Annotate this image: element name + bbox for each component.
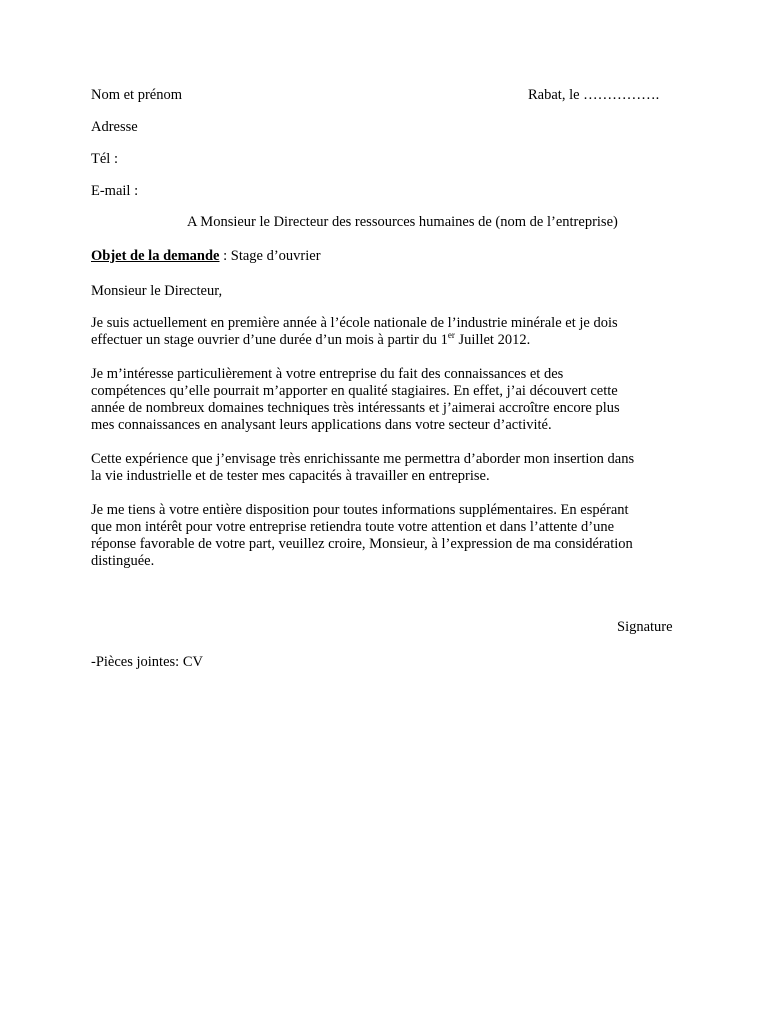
superscript-er: er — [447, 330, 455, 341]
signature-label: Signature — [617, 619, 673, 635]
paragraph-text: effectuer un stage ouvrier d’une durée d’un mois à partir du 1 — [91, 332, 448, 348]
paragraph-line: mes connaissances en analysant leurs applications dans votre secteur d’activité. — [91, 417, 552, 433]
paragraph-line: Je suis actuellement en première année à l’école nationale de l’industrie minérale et je dois — [91, 315, 618, 331]
place-date: Rabat, le ……………. — [528, 87, 660, 103]
paragraph-1 — [91, 315, 681, 349]
paragraph-line: compétences qu’elle pourrait m’apporter en qualité stagiaires. En effet, j’ai découvert cette — [91, 383, 618, 399]
paragraph-4 — [91, 502, 681, 570]
paragraph-line: distinguée. — [91, 553, 155, 569]
paragraph-line: Cette expérience que j’envisage très enrichissante me permettra d’aborder mon insertion dans — [91, 451, 635, 467]
address-label: Adresse — [91, 119, 138, 135]
paragraph-line: réponse favorable de votre part, veuillez croire, Monsieur, à l’expression de ma considération — [91, 536, 633, 552]
subject-value: Stage d’ouvrier — [230, 248, 321, 264]
subject-label: Objet de la demande — [91, 248, 220, 264]
attachments: -Pièces jointes: CV — [91, 654, 203, 670]
paragraph-line: Je m’intéresse particulièrement à votre entreprise du fait des connaissances et des — [91, 366, 564, 382]
subject-line — [91, 248, 321, 265]
recipient: A Monsieur le Directeur des ressources humaines de (nom de l’entreprise) — [187, 214, 618, 230]
salutation: Monsieur le Directeur, — [91, 283, 223, 299]
paragraph-line: année de nombreux domaines techniques très intéressants et j’aimerai accroître encore plus — [91, 400, 620, 416]
subject-separator: : — [219, 248, 231, 264]
sender-name-label: Nom et prénom — [91, 87, 183, 103]
email-label: E-mail : — [91, 183, 139, 199]
paragraph-line: la vie industrielle et de tester mes capacités à travailler en entreprise. — [91, 468, 490, 484]
phone-label: Tél : — [91, 151, 118, 167]
paragraph-text: Juillet 2012. — [454, 332, 531, 348]
paragraph-line: Je me tiens à votre entière disposition pour toutes informations supplémentaires. En espérant — [91, 502, 629, 518]
paragraph-line — [91, 332, 681, 349]
paragraph-line: que mon intérêt pour votre entreprise retiendra toute votre attention et dans l’attente d’une — [91, 519, 615, 535]
paragraph-3 — [91, 451, 681, 485]
paragraph-2 — [91, 366, 681, 434]
